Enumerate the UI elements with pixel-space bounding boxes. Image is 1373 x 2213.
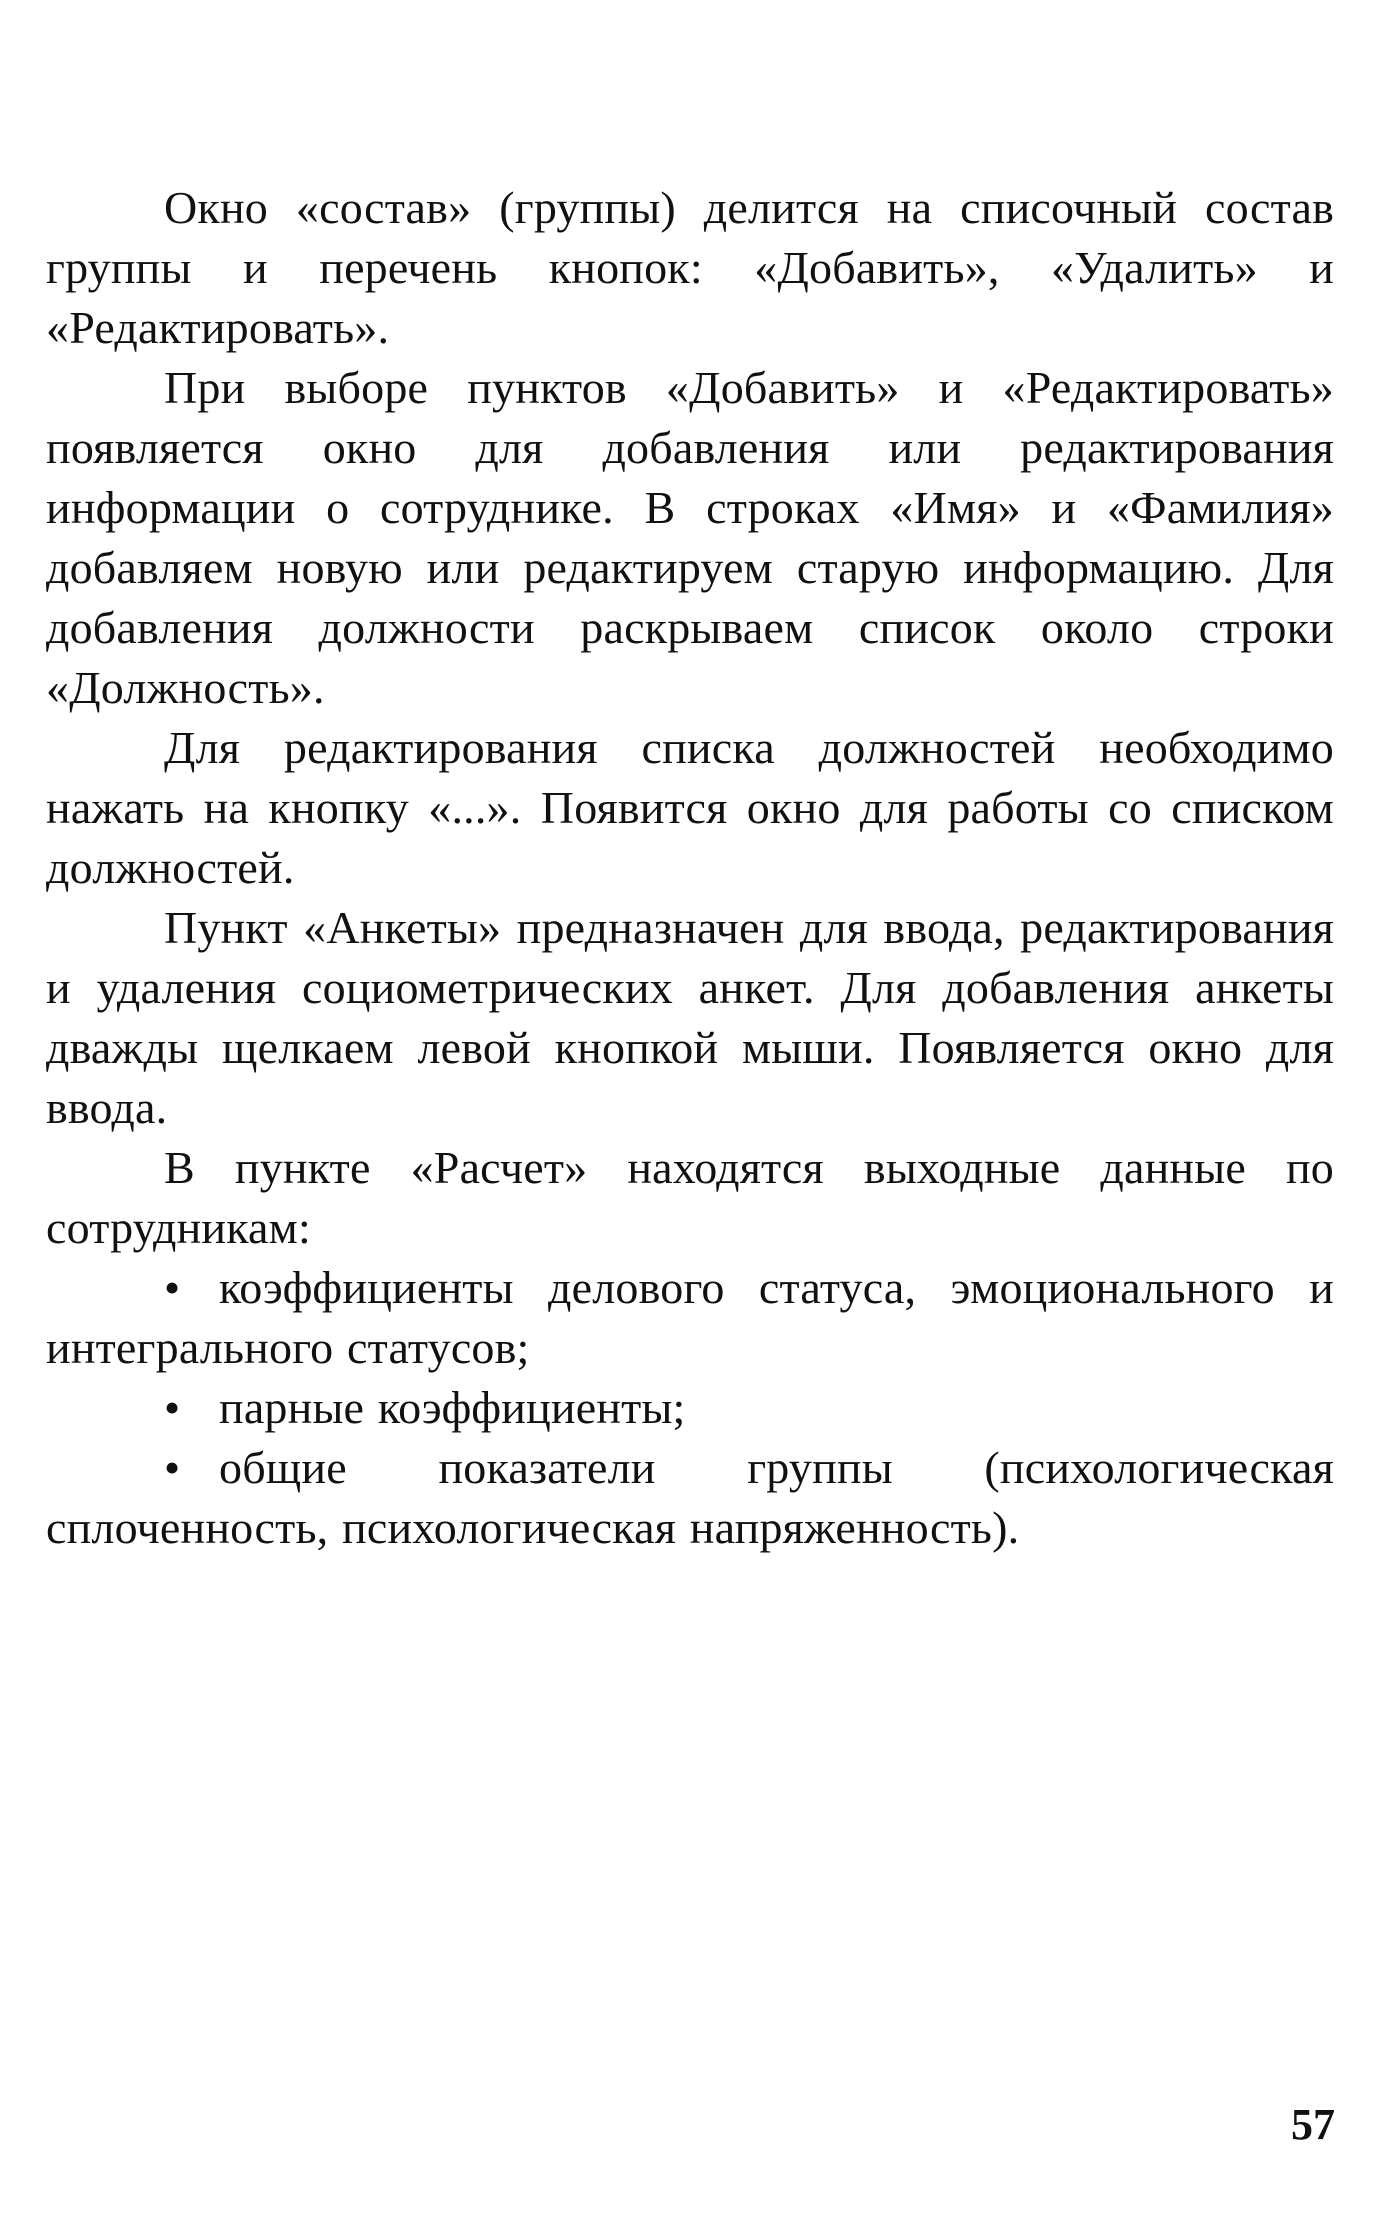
paragraph-composition-window: Окно «состав» (группы) делится на списочный состав группы и перечень кнопок: «Добавить», «Удалить» и «Редактировать». <box>46 182 1334 353</box>
list-item <box>46 1438 1334 1558</box>
page-number: 57 <box>1291 2100 1335 2149</box>
document-page <box>46 178 1334 1558</box>
calculation-bullet-list <box>46 1258 1334 1558</box>
paragraph-add-edit: При выборе пунктов «Добавить» и «Редактировать» появляется окно для добавления или редактирования информации о сотруднике. В строках «Имя» и «Фамилия» добавляем новую или редактируем старую информацию. Для добавления должности раскрываем список около строки «Должность». <box>46 362 1334 713</box>
list-item <box>46 1258 1334 1378</box>
paragraph-calculation: В пункте «Расчет» находятся выходные данные по сотрудникам: <box>46 1142 1334 1253</box>
paragraph-questionnaires: Пункт «Анкеты» предназначен для ввода, редактирования и удаления социометрических анкет. Для добавления анкеты дважды щелкаем левой кнопкой мыши. Появляется окно для ввода. <box>46 902 1334 1133</box>
bullet-text: общие показатели группы (психологическая сплоченность, психологическая напряженность). <box>46 1442 1334 1553</box>
bullet-text: коэффициенты делового статуса, эмоционального и интегрального статусов; <box>46 1262 1334 1373</box>
bullet-icon: • <box>164 1262 181 1313</box>
bullet-icon: • <box>164 1442 181 1493</box>
paragraph-positions-list: Для редактирования списка должностей необходимо нажать на кнопку «...». Появится окно для работы со списком должностей. <box>46 722 1334 893</box>
bullet-icon: • <box>164 1382 181 1433</box>
bullet-text: парные коэффициенты; <box>219 1382 686 1433</box>
list-item <box>46 1378 1334 1438</box>
